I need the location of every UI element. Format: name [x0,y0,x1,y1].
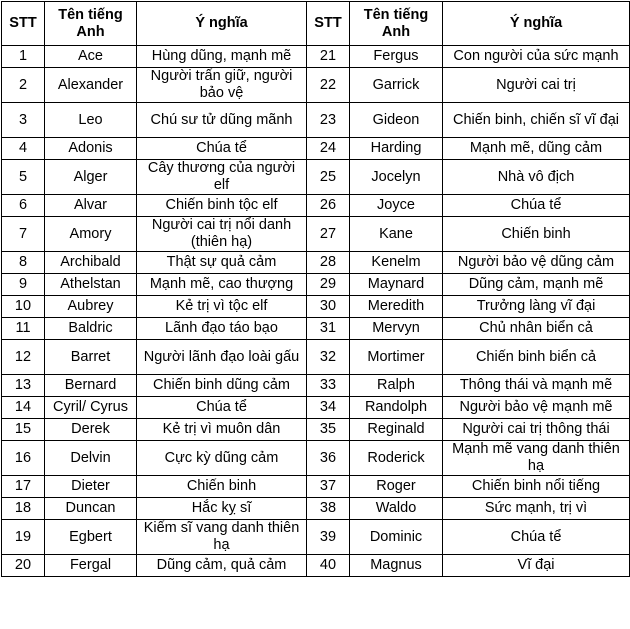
meaning-cell: Hắc kỵ sĩ [137,498,307,520]
name-cell: Delvin [45,441,137,476]
meaning-cell: Chủ nhân biển cả [443,318,630,340]
table-row [2,419,630,441]
header-stt-left: STT [2,2,45,46]
name-cell: Roderick [350,441,443,476]
name-cell: Dominic [350,520,443,555]
header-stt-right: STT [307,2,350,46]
name-cell: Amory [45,217,137,252]
table-row [2,476,630,498]
table-row [2,138,630,160]
meaning-cell: Mạnh mẽ, dũng cảm [443,138,630,160]
name-cell: Kane [350,217,443,252]
meaning-cell: Dũng cảm, mạnh mẽ [443,274,630,296]
table-row [2,318,630,340]
name-cell: Mortimer [350,340,443,375]
stt-cell: 21 [307,46,350,68]
meaning-cell: Chúa tể [443,195,630,217]
stt-cell: 17 [2,476,45,498]
stt-cell: 39 [307,520,350,555]
name-cell: Maynard [350,274,443,296]
stt-cell: 30 [307,296,350,318]
name-cell: Garrick [350,68,443,103]
name-cell: Fergal [45,555,137,577]
header-meaning-left: Ý nghĩa [137,2,307,46]
table-row [2,375,630,397]
meaning-cell: Chúa tể [443,520,630,555]
name-cell: Magnus [350,555,443,577]
table-row [2,103,630,138]
stt-cell: 34 [307,397,350,419]
stt-cell: 7 [2,217,45,252]
stt-cell: 6 [2,195,45,217]
table-row [2,274,630,296]
stt-cell: 5 [2,160,45,195]
stt-cell: 18 [2,498,45,520]
stt-cell: 4 [2,138,45,160]
name-cell: Duncan [45,498,137,520]
name-cell: Randolph [350,397,443,419]
stt-cell: 29 [307,274,350,296]
meaning-cell: Chiến binh, chiến sĩ vĩ đại [443,103,630,138]
meaning-cell: Cây thương của người elf [137,160,307,195]
meaning-cell: Mạnh mẽ, cao thượng [137,274,307,296]
meaning-cell: Người bảo vệ mạnh mẽ [443,397,630,419]
stt-cell: 19 [2,520,45,555]
meaning-cell: Lãnh đạo táo bạo [137,318,307,340]
meaning-cell: Con người của sức mạnh [443,46,630,68]
meaning-cell: Người cai trị [443,68,630,103]
meaning-cell: Hùng dũng, mạnh mẽ [137,46,307,68]
meaning-cell: Vĩ đại [443,555,630,577]
name-cell: Baldric [45,318,137,340]
name-cell: Meredith [350,296,443,318]
stt-cell: 33 [307,375,350,397]
stt-cell: 24 [307,138,350,160]
stt-cell: 1 [2,46,45,68]
meaning-cell: Cực kỳ dũng cảm [137,441,307,476]
stt-cell: 11 [2,318,45,340]
name-cell: Alger [45,160,137,195]
stt-cell: 28 [307,252,350,274]
stt-cell: 12 [2,340,45,375]
table-row [2,46,630,68]
name-cell: Derek [45,419,137,441]
name-cell: Jocelyn [350,160,443,195]
meaning-cell: Người cai trị nổi danh (thiên hạ) [137,217,307,252]
meaning-cell: Thật sự quả cảm [137,252,307,274]
name-cell: Roger [350,476,443,498]
table-row [2,397,630,419]
stt-cell: 27 [307,217,350,252]
stt-cell: 23 [307,103,350,138]
table-row [2,441,630,476]
table-row [2,555,630,577]
meaning-cell: Chiến binh [443,217,630,252]
name-cell: Waldo [350,498,443,520]
table-row [2,498,630,520]
table-row [2,340,630,375]
name-cell: Barret [45,340,137,375]
meaning-cell: Nhà vô địch [443,160,630,195]
meaning-cell: Kẻ trị vì muôn dân [137,419,307,441]
name-cell: Egbert [45,520,137,555]
meaning-cell: Chiến binh [137,476,307,498]
name-cell: Adonis [45,138,137,160]
stt-cell: 26 [307,195,350,217]
meaning-cell: Người lãnh đạo loài gấu [137,340,307,375]
name-cell: Bernard [45,375,137,397]
stt-cell: 37 [307,476,350,498]
meaning-cell: Người bảo vệ dũng cảm [443,252,630,274]
header-name-left: Tên tiếng Anh [45,2,137,46]
name-cell: Harding [350,138,443,160]
meaning-cell: Chiến binh dũng cảm [137,375,307,397]
header-row [2,2,630,46]
stt-cell: 35 [307,419,350,441]
stt-cell: 8 [2,252,45,274]
stt-cell: 3 [2,103,45,138]
meaning-cell: Sức mạnh, trị vì [443,498,630,520]
table-row [2,252,630,274]
stt-cell: 14 [2,397,45,419]
header-meaning-right: Ý nghĩa [443,2,630,46]
table-row [2,160,630,195]
table-row [2,217,630,252]
stt-cell: 31 [307,318,350,340]
name-cell: Aubrey [45,296,137,318]
meaning-cell: Chú sư tử dũng mãnh [137,103,307,138]
meaning-cell: Mạnh mẽ vang danh thiên hạ [443,441,630,476]
meaning-cell: Kẻ trị vì tộc elf [137,296,307,318]
stt-cell: 10 [2,296,45,318]
meaning-cell: Thông thái và mạnh mẽ [443,375,630,397]
name-cell: Mervyn [350,318,443,340]
name-cell: Reginald [350,419,443,441]
header-name-right: Tên tiếng Anh [350,2,443,46]
name-cell: Leo [45,103,137,138]
name-cell: Kenelm [350,252,443,274]
table-row [2,195,630,217]
table-row [2,520,630,555]
stt-cell: 22 [307,68,350,103]
name-cell: Archibald [45,252,137,274]
name-cell: Joyce [350,195,443,217]
name-cell: Ralph [350,375,443,397]
stt-cell: 15 [2,419,45,441]
meaning-cell: Người trấn giữ, người bảo vệ [137,68,307,103]
names-table [1,1,630,577]
stt-cell: 40 [307,555,350,577]
name-cell: Cyril/ Cyrus [45,397,137,419]
name-cell: Alvar [45,195,137,217]
meaning-cell: Chúa tể [137,397,307,419]
stt-cell: 36 [307,441,350,476]
meaning-cell: Dũng cảm, quả cảm [137,555,307,577]
name-cell: Gideon [350,103,443,138]
stt-cell: 2 [2,68,45,103]
stt-cell: 9 [2,274,45,296]
table-row [2,296,630,318]
name-cell: Fergus [350,46,443,68]
stt-cell: 32 [307,340,350,375]
stt-cell: 25 [307,160,350,195]
meaning-cell: Kiếm sĩ vang danh thiên hạ [137,520,307,555]
meaning-cell: Chúa tể [137,138,307,160]
stt-cell: 38 [307,498,350,520]
name-cell: Athelstan [45,274,137,296]
meaning-cell: Trưởng làng vĩ đại [443,296,630,318]
table-row [2,68,630,103]
stt-cell: 16 [2,441,45,476]
meaning-cell: Người cai trị thông thái [443,419,630,441]
name-cell: Alexander [45,68,137,103]
meaning-cell: Chiến binh biển cả [443,340,630,375]
stt-cell: 13 [2,375,45,397]
name-cell: Ace [45,46,137,68]
stt-cell: 20 [2,555,45,577]
name-cell: Dieter [45,476,137,498]
meaning-cell: Chiến binh nổi tiếng [443,476,630,498]
meaning-cell: Chiến binh tộc elf [137,195,307,217]
